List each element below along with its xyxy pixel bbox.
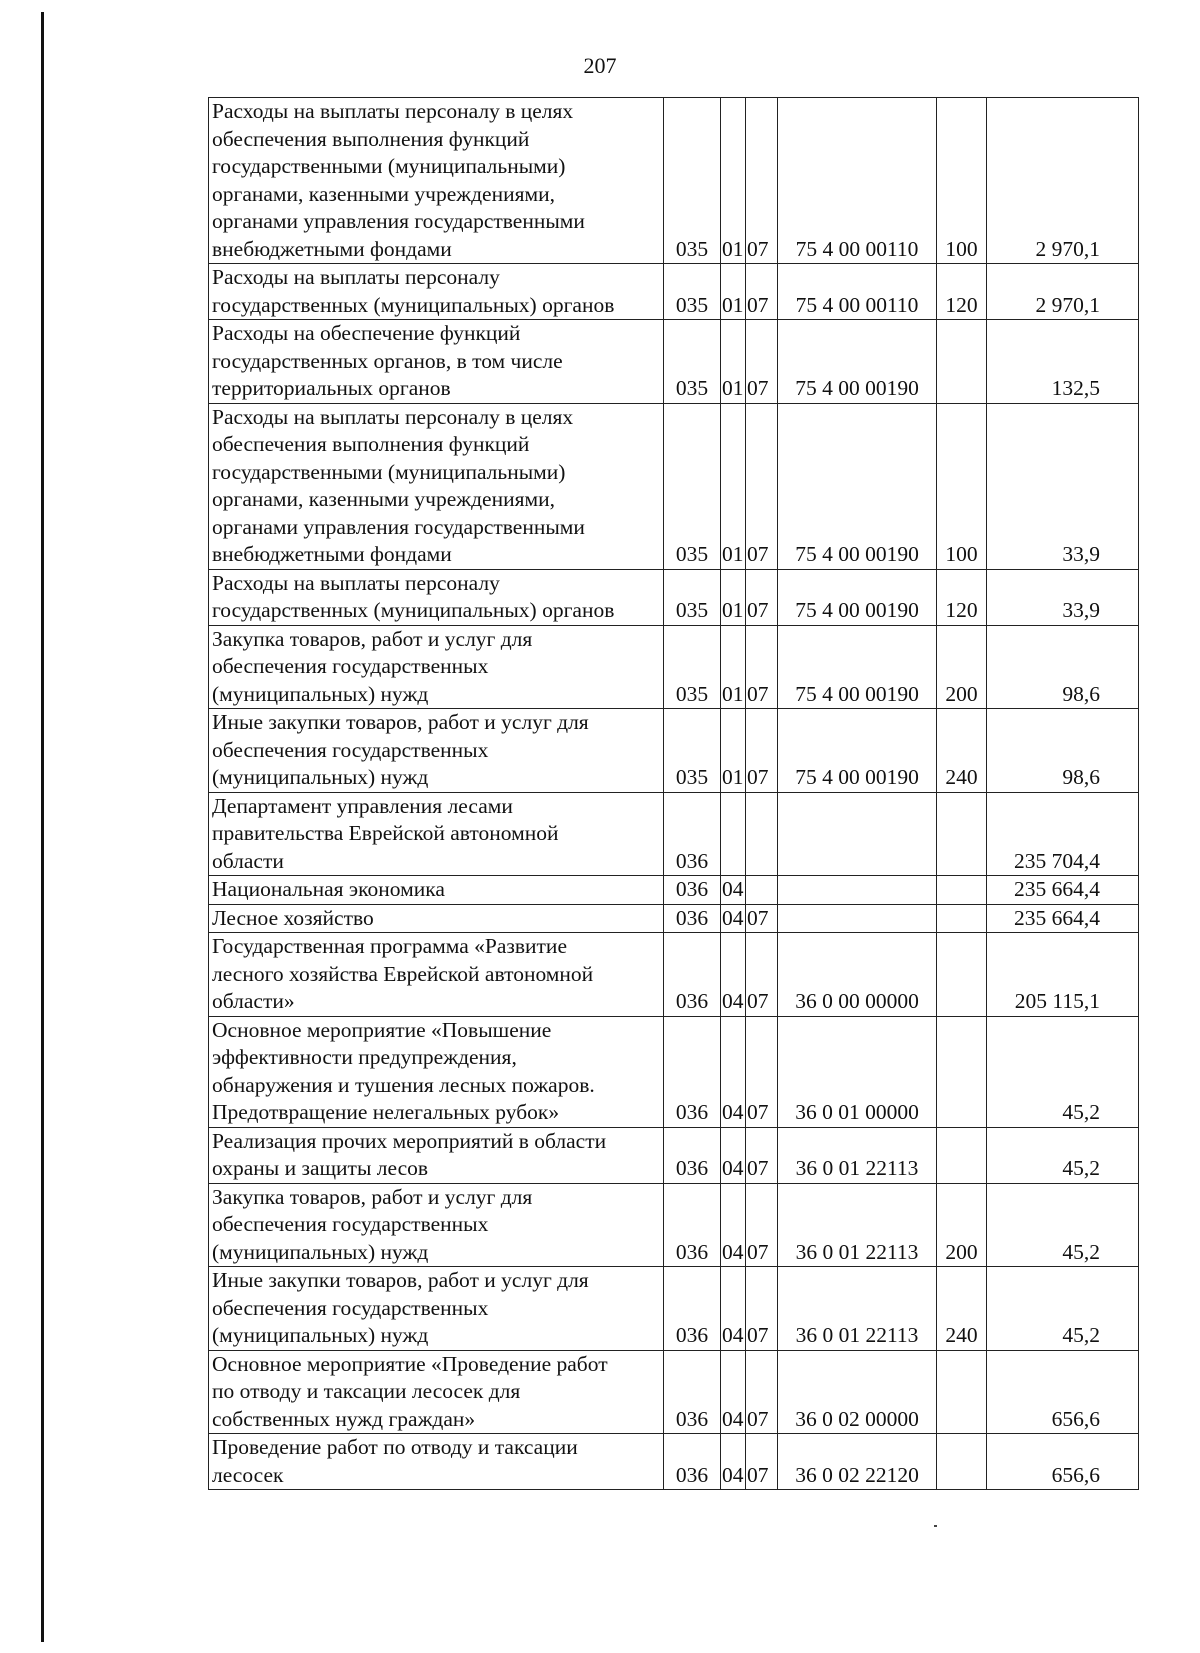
table-row [209,1183,1139,1267]
row-name-cell: Расходы на выплаты персоналу государственных (муниципальных) органов [209,569,664,625]
budget-table [208,97,1139,1490]
row-name-cell: Расходы на выплаты персоналу в целях обеспечения выполнения функций государственными (муниципальными) органами, казенными учреждениями, органами управления государственными внебюджетными фондами [209,403,664,569]
expense-type-cell: 200 [937,1183,987,1267]
amount-cell: 656,6 [987,1434,1139,1490]
section-code-cell: 01 [721,403,746,569]
page-number: 207 [583,53,617,78]
section-code-cell: 04 [721,933,746,1017]
row-name-cell: Реализация прочих мероприятий в области охраны и защиты лесов [209,1127,664,1183]
table-row [209,792,1139,876]
target-article-cell [778,876,937,905]
section-code-cell: 04 [721,1350,746,1434]
expense-type-cell: 120 [937,264,987,320]
row-name-cell: Лесное хозяйство [209,904,664,933]
subsection-code-cell: 07 [746,320,778,404]
table-row [209,320,1139,404]
admin-code-cell: 036 [664,792,721,876]
table-body [209,98,1139,1490]
subsection-code-cell [746,792,778,876]
admin-code-cell: 035 [664,98,721,264]
subsection-code-cell: 07 [746,933,778,1017]
subsection-code-cell: 07 [746,709,778,793]
table-row [209,904,1139,933]
subsection-code-cell: 07 [746,625,778,709]
section-code-cell: 04 [721,1183,746,1267]
subsection-code-cell: 07 [746,904,778,933]
target-article-cell: 75 4 00 00190 [778,320,937,404]
row-name-cell: Расходы на обеспечение функций государственных органов, в том числе территориальных органов [209,320,664,404]
section-code-cell: 01 [721,264,746,320]
row-name-cell: Иные закупки товаров, работ и услуг для обеспечения государственных (муниципальных) нужд [209,1267,664,1351]
admin-code-cell: 035 [664,264,721,320]
subsection-code-cell: 07 [746,1350,778,1434]
section-code-cell [721,792,746,876]
amount-cell: 235 664,4 [987,904,1139,933]
table-row [209,876,1139,905]
table-row [209,569,1139,625]
amount-cell: 45,2 [987,1016,1139,1127]
target-article-cell: 36 0 02 00000 [778,1350,937,1434]
section-code-cell: 04 [721,1127,746,1183]
admin-code-cell: 036 [664,1127,721,1183]
amount-cell: 33,9 [987,403,1139,569]
admin-code-cell: 036 [664,1350,721,1434]
target-article-cell: 36 0 01 00000 [778,1016,937,1127]
table-row [209,625,1139,709]
target-article-cell [778,792,937,876]
section-code-cell: 01 [721,98,746,264]
section-code-cell: 04 [721,1434,746,1490]
subsection-code-cell: 07 [746,98,778,264]
table-row [209,264,1139,320]
target-article-cell: 36 0 01 22113 [778,1267,937,1351]
amount-cell: 235 664,4 [987,876,1139,905]
section-code-cell: 01 [721,569,746,625]
expense-type-cell [937,1016,987,1127]
expense-type-cell: 100 [937,403,987,569]
admin-code-cell: 036 [664,1183,721,1267]
table-row [209,403,1139,569]
subsection-code-cell: 07 [746,1267,778,1351]
amount-cell: 656,6 [987,1350,1139,1434]
admin-code-cell: 035 [664,320,721,404]
admin-code-cell: 035 [664,569,721,625]
target-article-cell: 36 0 01 22113 [778,1127,937,1183]
row-name-cell: Расходы на выплаты персоналу государственных (муниципальных) органов [209,264,664,320]
table-row [209,1127,1139,1183]
expense-type-cell [937,933,987,1017]
target-article-cell: 75 4 00 00190 [778,709,937,793]
admin-code-cell: 036 [664,933,721,1017]
subsection-code-cell: 07 [746,1434,778,1490]
expense-type-cell [937,876,987,905]
table-row [209,98,1139,264]
table-row [209,1016,1139,1127]
amount-cell: 45,2 [987,1183,1139,1267]
expense-type-cell [937,1127,987,1183]
row-name-cell: Основное мероприятие «Проведение работ по отводу и таксации лесосек для собственных нужд граждан» [209,1350,664,1434]
subsection-code-cell: 07 [746,264,778,320]
target-article-cell: 36 0 00 00000 [778,933,937,1017]
row-name-cell: Департамент управления лесами правительства Еврейской автономной области [209,792,664,876]
expense-type-cell [937,904,987,933]
table-row [209,1434,1139,1490]
row-name-cell: Иные закупки товаров, работ и услуг для обеспечения государственных (муниципальных) нужд [209,709,664,793]
target-article-cell: 36 0 02 22120 [778,1434,937,1490]
section-code-cell: 04 [721,1267,746,1351]
row-name-cell: Государственная программа «Развитие лесного хозяйства Еврейской автономной области» [209,933,664,1017]
admin-code-cell: 036 [664,1016,721,1127]
row-name-cell: Расходы на выплаты персоналу в целях обеспечения выполнения функций государственными (муниципальными) органами, казенными учреждениями, органами управления государственными внебюджетными фондами [209,98,664,264]
subsection-code-cell: 07 [746,1127,778,1183]
amount-cell: 132,5 [987,320,1139,404]
target-article-cell: 36 0 01 22113 [778,1183,937,1267]
subsection-code-cell: 07 [746,1016,778,1127]
target-article-cell: 75 4 00 00190 [778,625,937,709]
section-code-cell: 04 [721,904,746,933]
amount-cell: 235 704,4 [987,792,1139,876]
target-article-cell: 75 4 00 00110 [778,98,937,264]
table-row [209,709,1139,793]
amount-cell: 33,9 [987,569,1139,625]
expense-type-cell [937,1350,987,1434]
admin-code-cell: 036 [664,1267,721,1351]
expense-type-cell: 240 [937,1267,987,1351]
amount-cell: 98,6 [987,625,1139,709]
expense-type-cell [937,320,987,404]
admin-code-cell: 035 [664,709,721,793]
admin-code-cell: 035 [664,403,721,569]
section-code-cell: 01 [721,709,746,793]
section-code-cell: 01 [721,320,746,404]
expense-type-cell: 100 [937,98,987,264]
expense-type-cell [937,792,987,876]
amount-cell: 98,6 [987,709,1139,793]
table-row [209,1267,1139,1351]
target-article-cell: 75 4 00 00110 [778,264,937,320]
target-article-cell: 75 4 00 00190 [778,403,937,569]
amount-cell: 205 115,1 [987,933,1139,1017]
amount-cell: 2 970,1 [987,98,1139,264]
admin-code-cell: 036 [664,1434,721,1490]
expense-type-cell: 240 [937,709,987,793]
admin-code-cell: 036 [664,904,721,933]
admin-code-cell: 036 [664,876,721,905]
row-name-cell: Проведение работ по отводу и таксации лесосек [209,1434,664,1490]
admin-code-cell: 035 [664,625,721,709]
binding-margin-line [41,12,44,1642]
section-code-cell: 04 [721,1016,746,1127]
table-row [209,1350,1139,1434]
row-name-cell: Закупка товаров, работ и услуг для обеспечения государственных (муниципальных) нужд [209,625,664,709]
row-name-cell: Национальная экономика [209,876,664,905]
scan-speck [934,1525,937,1527]
amount-cell: 2 970,1 [987,264,1139,320]
subsection-code-cell [746,876,778,905]
target-article-cell: 75 4 00 00190 [778,569,937,625]
amount-cell: 45,2 [987,1127,1139,1183]
expense-type-cell [937,1434,987,1490]
expense-type-cell: 120 [937,569,987,625]
row-name-cell: Основное мероприятие «Повышение эффективности предупреждения, обнаружения и тушения лесных пожаров. Предотвращение нелегальных рубок» [209,1016,664,1127]
subsection-code-cell: 07 [746,1183,778,1267]
expense-type-cell: 200 [937,625,987,709]
amount-cell: 45,2 [987,1267,1139,1351]
section-code-cell: 04 [721,876,746,905]
subsection-code-cell: 07 [746,403,778,569]
table-row [209,933,1139,1017]
target-article-cell [778,904,937,933]
row-name-cell: Закупка товаров, работ и услуг для обеспечения государственных (муниципальных) нужд [209,1183,664,1267]
section-code-cell: 01 [721,625,746,709]
subsection-code-cell: 07 [746,569,778,625]
